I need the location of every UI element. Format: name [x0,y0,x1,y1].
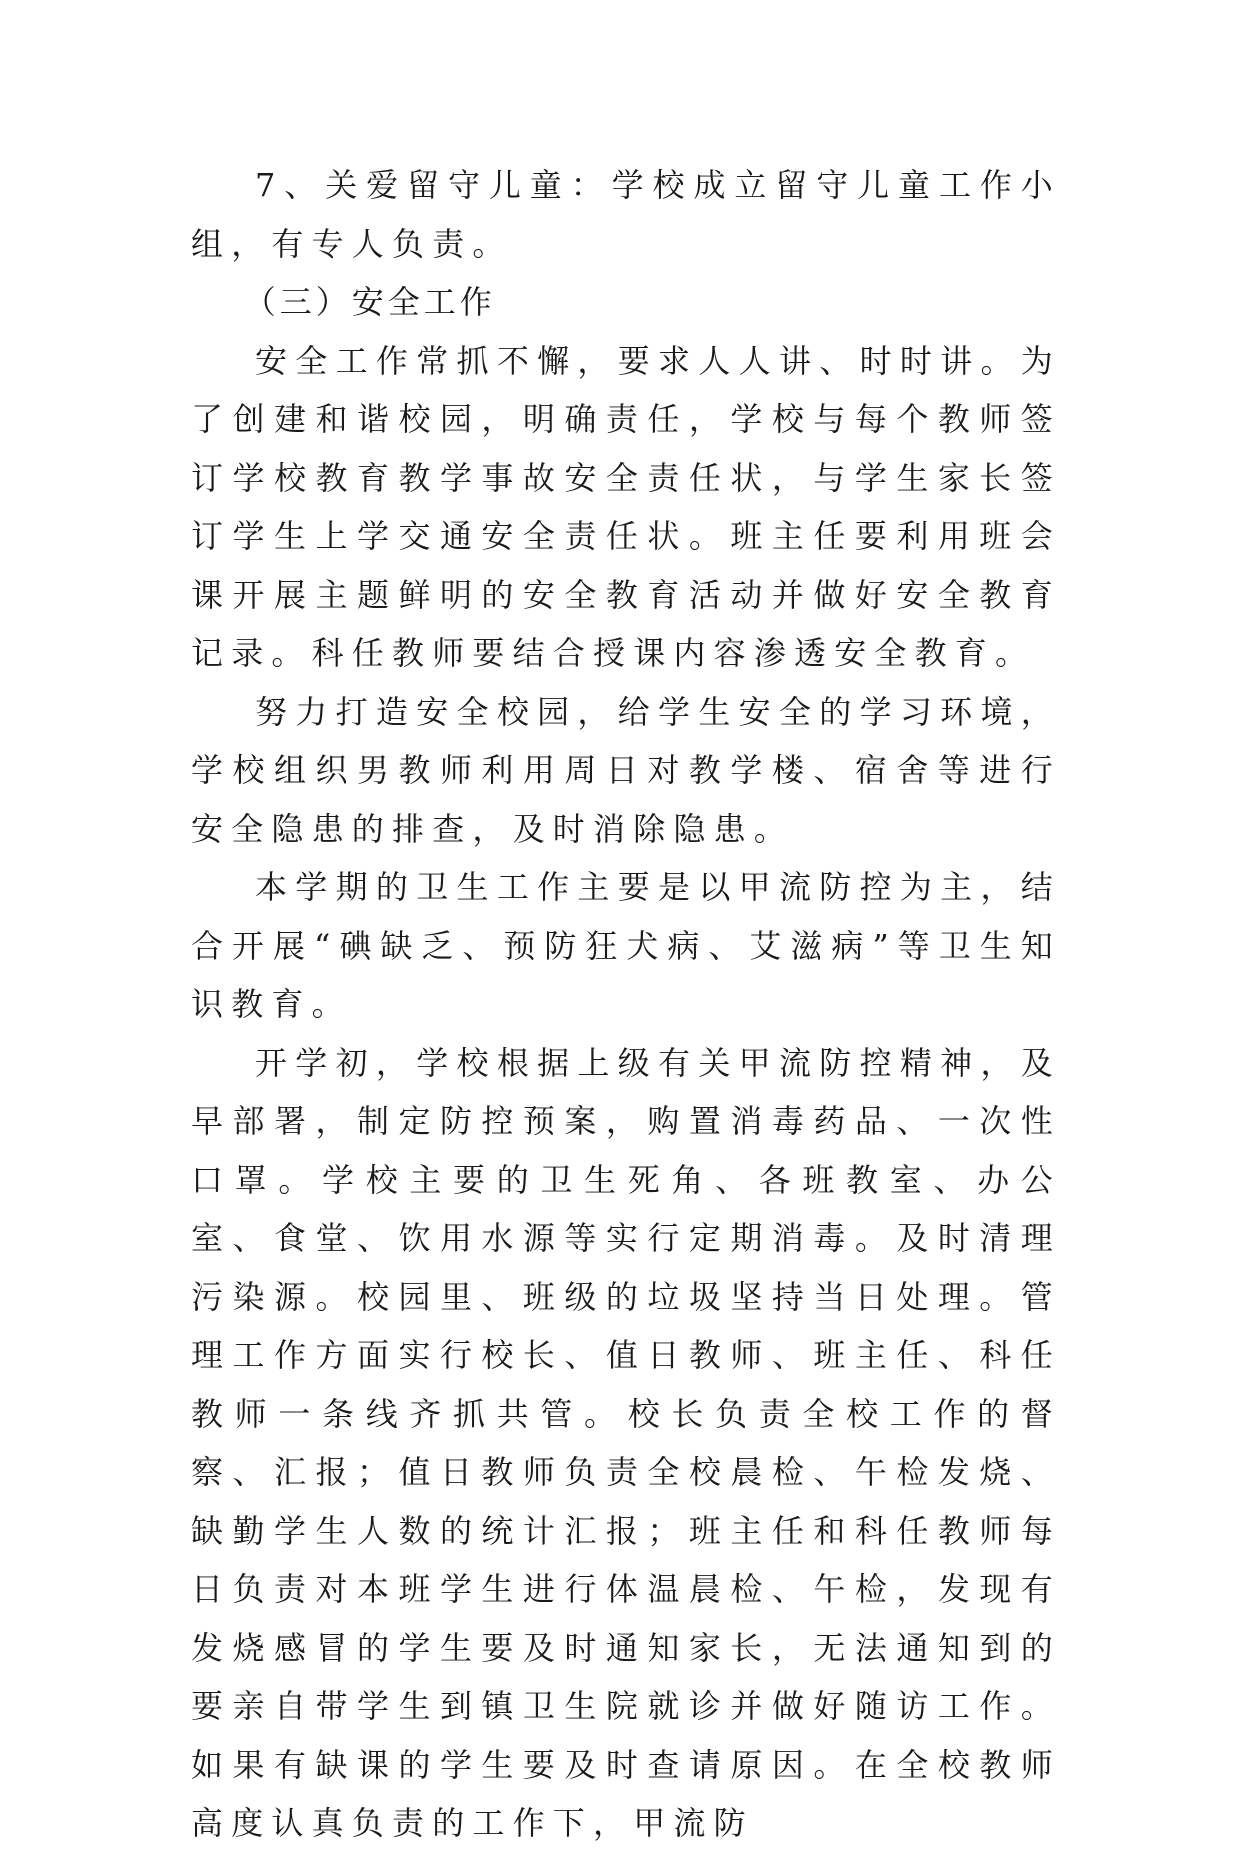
paragraph-flu-prevention: 开学初，学校根据上级有关甲流防控精神，及早部署，制定防控预案，购置消毒药品、一次性口罩。学校主要的卫生死角、各班教室、办公室、食堂、饮用水源等实行定期消毒。及时清理污染源。校园里、班级的垃圾坚持当日处理。管理工作方面实行校长、值日教师、班主任、科任教师一条线齐抓共管。校长负责全校工作的督察、汇报；值日教师负责全校晨检、午检发烧、缺勤学生人数的统计汇报；班主任和科任教师每日负责对本班学生进行体温晨检、午检，发现有发烧感冒的学生要及时通知家长，无法通知到的要亲自带学生到镇卫生院就诊并做好随访工作。如果有缺课的学生要及时查请原因。在全校教师高度认真负责的工作下，甲流防 [191,1043,1061,1842]
paragraph-hygiene-work: 本学期的卫生工作主要是以甲流防控为主，结合开展“碘缺乏、预防狂犬病、艾滋病”等卫生知识教育。 [191,868,1061,1023]
section-heading-safety-work: （三）安全工作 [243,283,496,321]
paragraph-safe-campus: 努力打造安全校园，给学生安全的学习环境，学校组织男教师利用周日对教学楼、宿舍等进行安全隐患的排查，及时消除隐患。 [191,692,1061,848]
paragraph-safety-responsibility: 安全工作常抓不懈，要求人人讲、时时讲。为了创建和谐校园，明确责任，学校与每个教师签订学校教育教学事故安全责任状，与学生家长签订学生上学交通安全责任状。班主任要利用班会课开展主题鲜明的安全教育活动并做好安全教育记录。科任教师要结合授课内容渗透安全教育。 [191,341,1061,672]
document-body [191,156,1061,1853]
paragraph-left-behind-children: 7、关爱留守儿童：学校成立留守儿童工作小组，有专人负责。 [191,166,1061,263]
